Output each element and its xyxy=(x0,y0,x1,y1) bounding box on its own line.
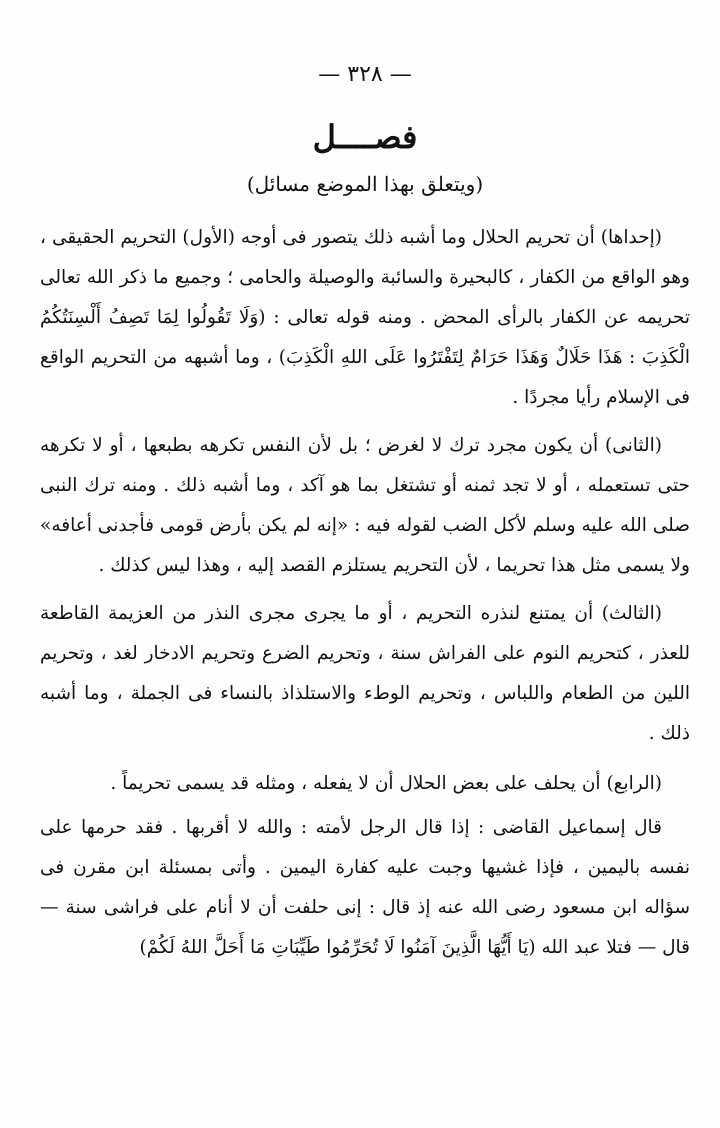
section-heading: فصــــل xyxy=(312,118,418,156)
section-subheading: (ويتعلق بهذا الموضع مسائل) xyxy=(246,172,484,196)
paragraph-first: (إحداها) أن تحريم الحلال وما أشبه ذلك يتصور فى أوجه (الأول) التحريم الحقيقى ، وهو الواقع من الكفار ، كالبحيرة والسائبة والوصيلة والحامى ؛ وجميع ما ذكر الله تعالى تحريمه عن الكفار بالرأى المحض . ومنه قوله تعالى : (وَلَا تَقُولُوا لِمَا تَصِفُ أَلْسِنَتُكُمُ الْكَذِبَ : هَذَا حَلَالٌ وَهَذَا حَرَامٌ لِتَفْتَرُوا عَلَى اللهِ الْكَذِبَ) ، وما أشبهه من التحريم الواقع فى الإسلام رأيا مجردًا . xyxy=(40,227,690,408)
paragraph-second: (الثانى) أن يكون مجرد ترك لا لغرض ؛ بل لأن النفس تكرهه بطبعها ، أو لا تكرهه حتى تستعمله ، أو لا تجد ثمنه أو تشتغل بما هو آكد ، وما أشبه ذلك . ومنه ترك النبى صلى الله عليه وسلم لأكل الضب لقوله فيه : «إنه لم يكن بأرض قومى فأجدنى أعافه» ولا يسمى مثل هذا تحريما ، لأن التحريم يستلزم القصد إليه ، وهذا ليس كذلك . xyxy=(40,435,690,576)
book-page xyxy=(40,0,690,1128)
paragraph-fourth: (الرابع) أن يحلف على بعض الحلال أن لا يفعله ، ومثله قد يسمى تحريماً . xyxy=(110,773,662,794)
page-number: — ٣٢٨ — xyxy=(318,62,412,87)
body-text xyxy=(40,218,690,976)
paragraph-qadi-quote: قال إسماعيل القاضى : إذا قال الرجل لأمته : والله لا أقربها . فقد حرمها على نفسه باليمين ، فإذا غشيها وجبت عليه كفارة اليمين . وأتى بمسئلة ابن مقرن فى سؤاله ابن مسعود رضى الله عنه إذ قال : إنى حلفت أن لا أنام على فراشى سنة — قال — فتلا عبد الله (يَا أَيُّهَا الَّذِينَ آمَنُوا لَا تُحَرِّمُوا طَيِّبَاتِ مَا أَحَلَّ اللهُ لَكُمْ) xyxy=(40,817,690,958)
paragraph-third: (الثالث) أن يمتنع لنذره التحريم ، أو ما يجرى مجرى النذر من العزيمة القاطعة للعذر ، كتحريم النوم على الفراش سنة ، وتحريم الضرع وتحريم الادخار لغد ، وتحريم اللين من الطعام واللباس ، وتحريم الوطء والاستلذاذ بالنساء فى الجملة ، وما أشبه ذلك . xyxy=(40,603,690,744)
